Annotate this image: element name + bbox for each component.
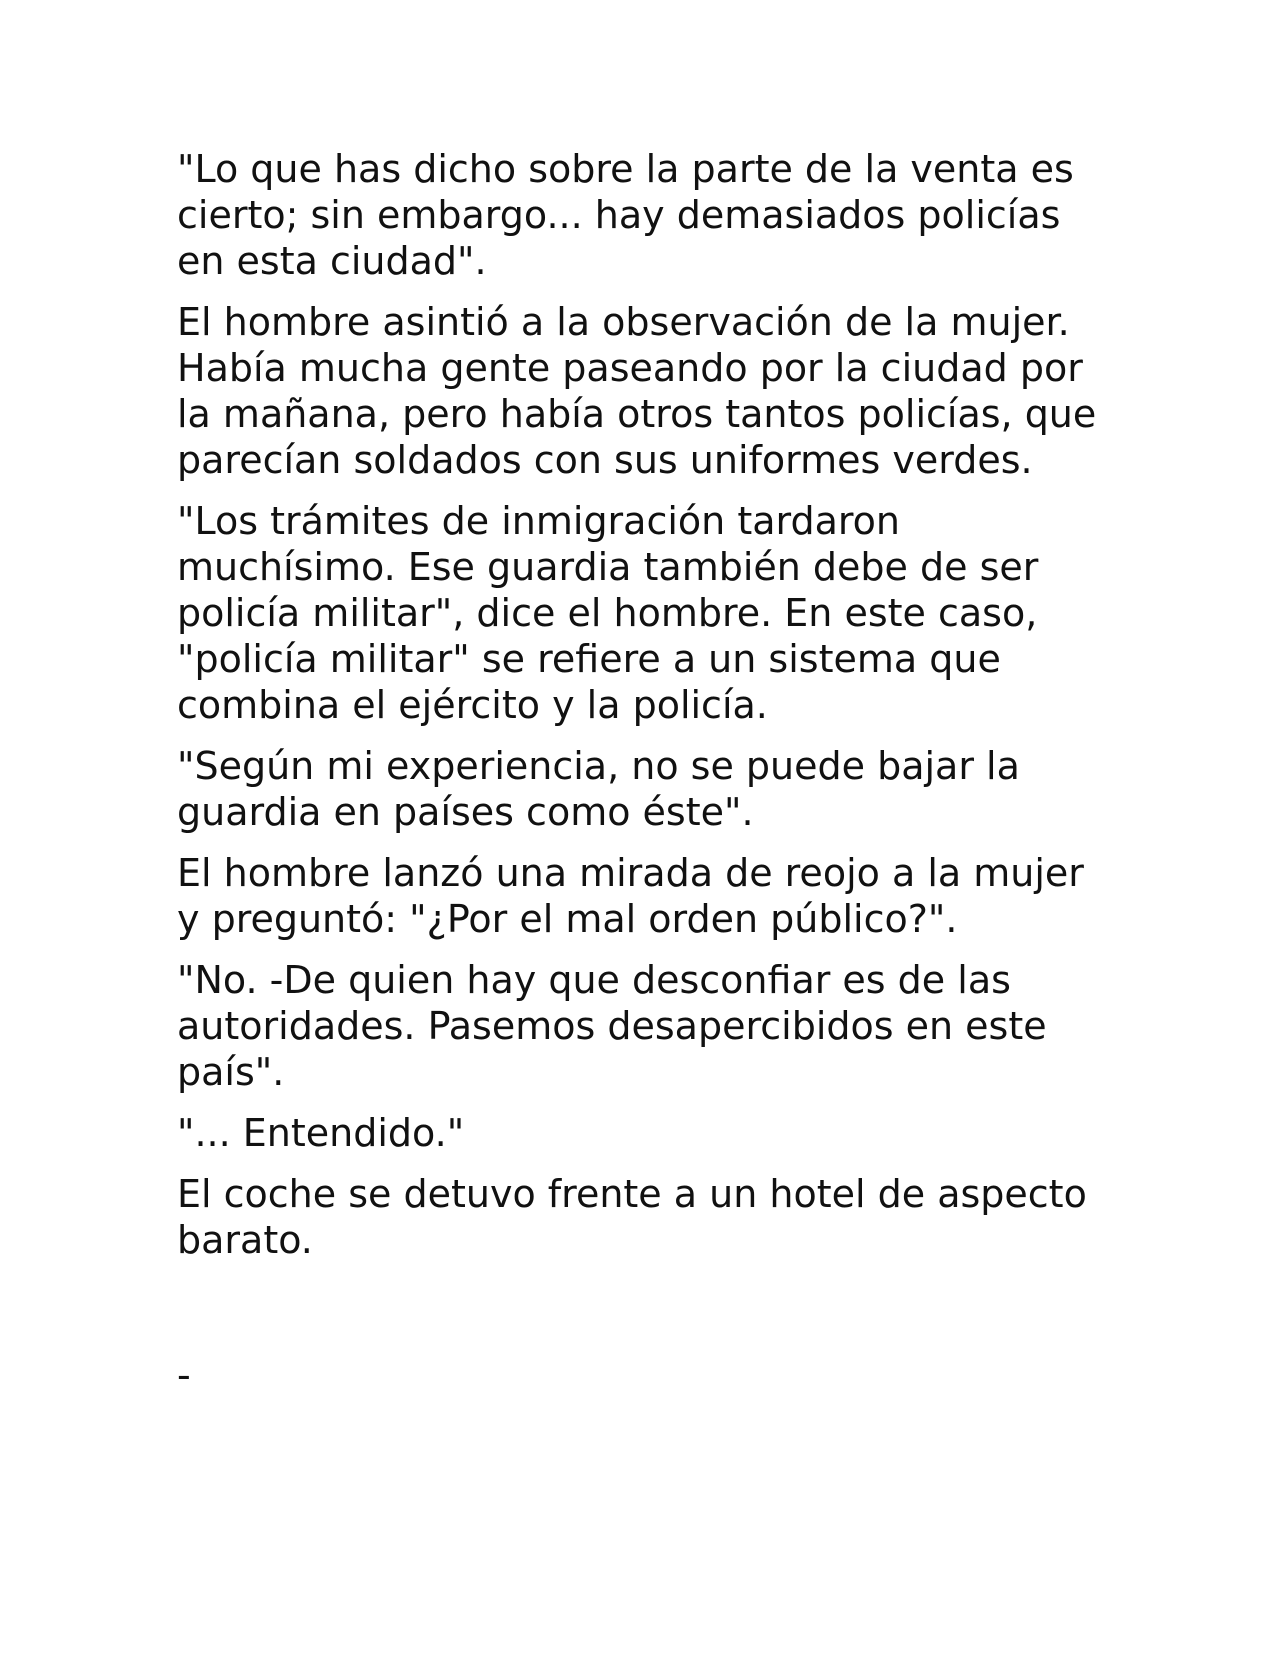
paragraph: El hombre asintió a la observación de la mujer. Había mucha gente paseando por la ciudad por la mañana, pero había otros tantos policías, que parecían soldados con sus uniformes verdes. bbox=[177, 300, 1097, 482]
paragraph: El hombre lanzó una mirada de reojo a la mujer y preguntó: "¿Por el mal orden público?". bbox=[177, 851, 1084, 941]
paragraph: El coche se detuvo frente a un hotel de aspecto barato. bbox=[177, 1172, 1087, 1262]
paragraph: "... Entendido." bbox=[177, 1111, 465, 1155]
end-mark: - bbox=[177, 1353, 191, 1397]
paragraph: "No. -De quien hay que desconfiar es de las autoridades. Pasemos desapercibidos en este país". bbox=[177, 958, 1047, 1094]
paragraph: "Según mi experiencia, no se puede bajar la guardia en países como éste". bbox=[177, 744, 1020, 834]
paragraph: "Los trámites de inmigración tardaron muchísimo. Ese guardia también debe de ser policía militar", dice el hombre. En este caso, "policía militar" se refiere a un sistema que combina el ejército y la policía. bbox=[177, 499, 1039, 727]
paragraph: "Lo que has dicho sobre la parte de la venta es cierto; sin embargo... hay demasiados policías en esta ciudad". bbox=[177, 147, 1074, 283]
document-body bbox=[177, 146, 1107, 1278]
